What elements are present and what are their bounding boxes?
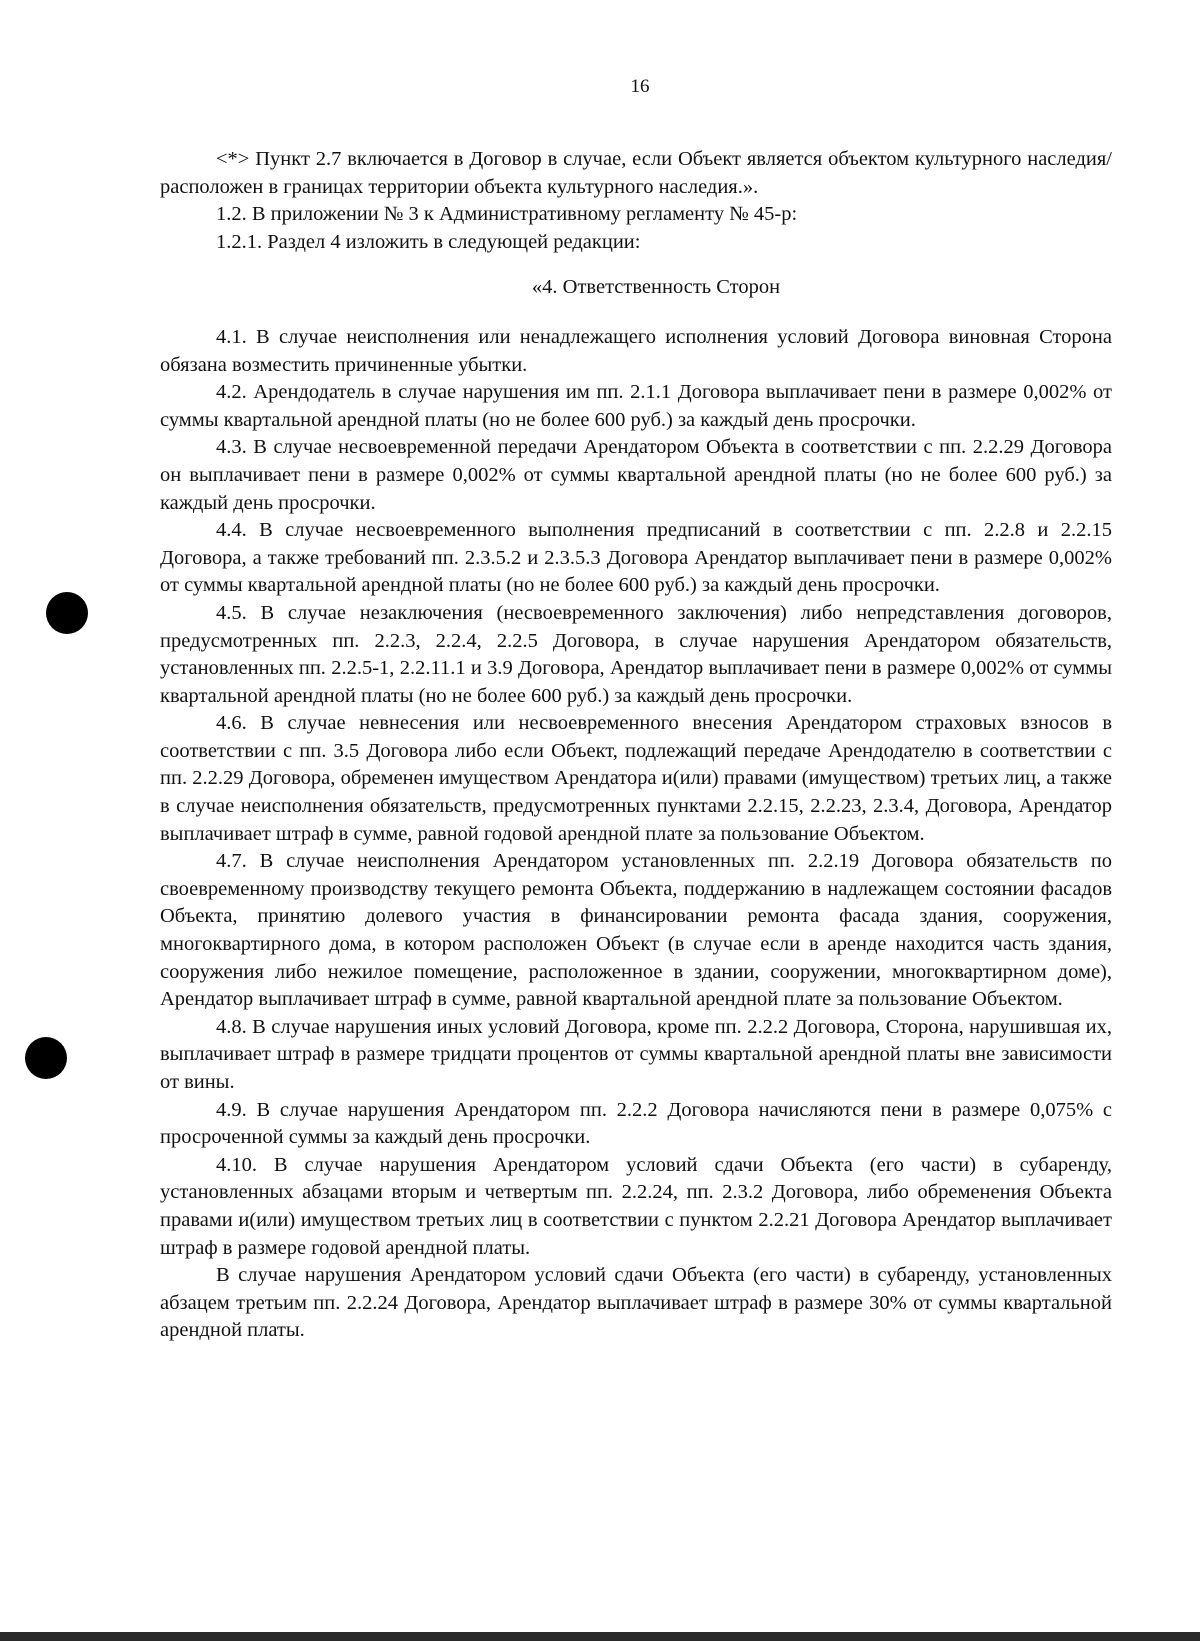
clause-4-3: 4.3. В случае несвоевременной передачи Арендатором Объекта в соответствии с пп. 2.2.29 Договора он выплачивает пени в размере 0,002% от суммы квартальной арендной платы (но не более 600 руб.) за каждый день просрочки. bbox=[160, 436, 1112, 514]
clause-4-5: 4.5. В случае незаключения (несвоевременного заключения) либо непредставления договоров, предусмотренных пп. 2.2.3, 2.2.4, 2.2.5 Договора, в случае нарушения Арендатором обязательств, установленных пп. 2.2.5-1, 2.2.11.1 и 3.9 Договора, Арендатор выплачивает пени в размере 0,002% от суммы квартальной арендной платы (но не более 600 руб.) за каждый день просрочки. bbox=[160, 601, 1112, 707]
clause-4-6: 4.6. В случае невнесения или несвоевременного внесения Арендатором страховых взносов в соответствии с пп. 3.5 Договора либо если Объект, подлежащий передаче Арендодателю в соответствии с пп. 2.2.29 Договора, обременен имуществом Арендатора и(или) правами (имуществом) третьих лиц, а также в случае неисполнения обязательств, предусмотренных пунктами 2.2.15, 2.2.23, 2.3.4, Договора, Арендатор выплачивает штраф в сумме, равной годовой арендной плате за пользование Объектом. bbox=[160, 712, 1112, 845]
amendment-item-1-2-1: 1.2.1. Раздел 4 изложить в следующей редакции: bbox=[216, 230, 641, 253]
clause-4-2: 4.2. Арендодатель в случае нарушения им пп. 2.1.1 Договора выплачивает пени в размере 0,002% от суммы квартальной арендной платы (но не более 600 руб.) за каждый день просрочки. bbox=[160, 381, 1112, 431]
footnote-paragraph: <*> Пункт 2.7 включается в Договор в случае, если Объект является объектом культурного наследия/расположен в границах территории объекта культурного наследия.». bbox=[160, 148, 1112, 198]
clause-4-10-second-paragraph: В случае нарушения Арендатором условий сдачи Объекта (его части) в субаренду, установленных абзацем третьим пп. 2.2.24 Договора, Арендатор выплачивает штраф в размере 30% от суммы квартальной арендной платы. bbox=[160, 1264, 1112, 1342]
clause-4-1: 4.1. В случае неисполнения или ненадлежащего исполнения условий Договора виновная Сторона обязана возместить причиненные убытки. bbox=[160, 325, 1112, 376]
section-heading: «4. Ответственность Сторон bbox=[531, 276, 781, 299]
clause-4-7: 4.7. В случае неисполнения Арендатором установленных пп. 2.2.19 Договора обязательств по своевременному производству текущего ремонта Объекта, поддержанию в надлежащем состоянии фасадов Объекта, принятию долевого участия в финансировании ремонта фасада здания, сооружения, многоквартирного дома, в котором расположен Объект (в случае если в аренде находится часть здания, сооружения либо нежилое помещение, расположенное в здании, сооружении, многоквартирном доме), Арендатор выплачивает штраф в сумме, равной квартальной арендной плате за пользование Объектом. bbox=[160, 850, 1112, 1011]
clause-4-10: 4.10. В случае нарушения Арендатором условий сдачи Объекта (его части) в субаренду, установленных абзацами вторым и четвертым пп. 2.2.24, пп. 2.3.2 Договора, либо обременения Объекта правами и(или) имуществом третьих лиц в соответствии с пунктом 2.2.21 Договора Арендатор выплачивает штраф в размере годовой арендной платы. bbox=[160, 1153, 1112, 1259]
document-body bbox=[160, 146, 1112, 1345]
clause-4-8: 4.8. В случае нарушения иных условий Договора, кроме пп. 2.2.2 Договора, Сторона, нарушившая их, выплачивает штраф в размере тридцати процентов от суммы квартальной арендной платы вне зависимости от вины. bbox=[160, 1015, 1112, 1093]
amendment-item-1-2: 1.2. В приложении № 3 к Административному регламенту № 45-р: bbox=[216, 203, 798, 226]
scan-edge bbox=[0, 1632, 1200, 1641]
punch-hole bbox=[46, 592, 88, 634]
clause-4-4: 4.4. В случае несвоевременного выполнения предписаний в соответствии с пп. 2.2.8 и 2.2.15 Договора, а также требований пп. 2.3.5.2 и 2.3.5.3 Договора Арендатор выплачивает пени в размере 0,002% от суммы квартальной арендной платы (но не более 600 руб.) за каждый день просрочки. bbox=[160, 519, 1112, 597]
punch-hole bbox=[25, 1037, 67, 1079]
clause-4-9: 4.9. В случае нарушения Арендатором пп. 2.2.2 Договора начисляются пени в размере 0,075% с просроченной суммы за каждый день просрочки. bbox=[160, 1098, 1112, 1149]
page-number: 16 bbox=[630, 76, 650, 97]
